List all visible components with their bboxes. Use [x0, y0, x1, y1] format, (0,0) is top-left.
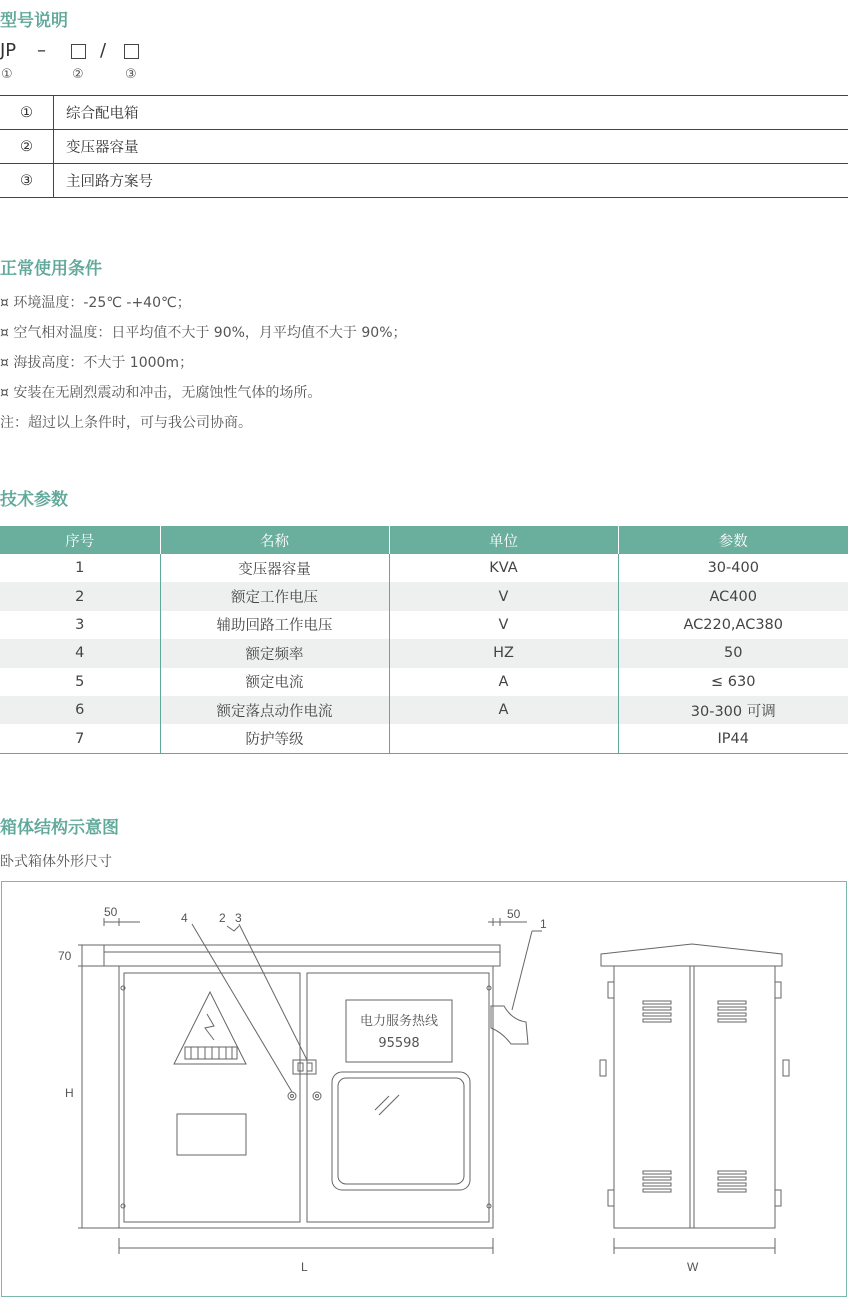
- cell-unit: V: [389, 582, 618, 610]
- diagram-subtitle: 卧式箱体外形尺寸: [0, 854, 112, 870]
- cell-index: 7: [0, 724, 160, 753]
- cell-value: AC220,AC380: [683, 616, 784, 633]
- cell-unit: [389, 724, 618, 753]
- nameplate: [177, 1114, 246, 1155]
- callout-3-leader: [239, 924, 307, 1060]
- model-prefix: JP: [0, 40, 17, 61]
- callout-label-3: 3: [235, 911, 242, 925]
- model-box-capacity: [71, 44, 86, 59]
- condition-item: ¤ 安装在无剧烈震动和冲击，无腐蚀性气体的场所。: [0, 385, 322, 401]
- table-row: [0, 696, 848, 724]
- legend-num: ②: [0, 130, 54, 164]
- condition-item: ¤ 空气相对温度：日平均值不大于 90%，月平均值不大于 90%；: [0, 325, 407, 341]
- table-row: [0, 130, 848, 164]
- table-row: [0, 611, 848, 639]
- model-marker-1: ①: [1, 67, 13, 82]
- cell-index: 2: [0, 582, 160, 610]
- cell-name: 防护等级: [160, 724, 389, 753]
- model-section-title: 型号说明: [0, 11, 68, 31]
- conditions-section-title: 正常使用条件: [0, 259, 102, 279]
- cabinet-right-door: [307, 973, 489, 1222]
- cell-value: 30-400: [707, 560, 759, 577]
- hotline-number: 95598: [378, 1036, 420, 1051]
- condition-item: ¤ 海拔高度：不大于 1000m；: [0, 355, 194, 371]
- table-row: [0, 96, 848, 130]
- side-view-roof: [601, 944, 782, 966]
- table-row: [0, 724, 848, 753]
- column-header: 参数: [618, 526, 848, 554]
- table-row: [0, 639, 848, 667]
- cabinet-body: [119, 966, 493, 1228]
- callout-label-1: 1: [540, 917, 547, 931]
- tech-params-table: [0, 526, 848, 754]
- hotline-label: 电力服务热线: [359, 1014, 439, 1029]
- cell-index: 6: [0, 696, 160, 724]
- dim-label-50-right: 50: [507, 907, 521, 921]
- dim-label-h: H: [65, 1086, 74, 1100]
- condition-item: ¤ 环境温度：-25℃ -+40℃；: [0, 295, 191, 311]
- model-code-line: [0, 40, 300, 64]
- model-box-scheme: [124, 44, 139, 59]
- cell-value: AC400: [618, 582, 848, 610]
- dim-label-l: L: [301, 1260, 308, 1274]
- cell-name: 额定电流: [160, 668, 389, 696]
- cell-value: IP44: [618, 724, 848, 753]
- cell-value: 30-300 可调: [618, 696, 848, 724]
- cell-unit: A: [389, 696, 618, 724]
- table-row: [0, 668, 848, 696]
- hotline-sign: [346, 1000, 452, 1062]
- cabinet-diagram: [2, 882, 846, 1296]
- cell-index: 1: [0, 554, 160, 582]
- table-row: [0, 554, 848, 582]
- cell-unit: HZ: [389, 639, 618, 667]
- callout-4-leader: [192, 924, 292, 1092]
- model-dash: –: [37, 40, 46, 61]
- cell-name: 额定频率: [160, 639, 389, 667]
- model-slash: /: [100, 40, 107, 61]
- table-row: [0, 582, 848, 610]
- cell-unit: A: [389, 668, 618, 696]
- model-legend-table: [0, 95, 848, 198]
- legend-desc: 综合配电箱: [54, 96, 849, 130]
- legend-num: ③: [0, 164, 54, 198]
- cell-index: 4: [0, 639, 160, 667]
- column-header: 序号: [0, 526, 160, 554]
- table-header-row: [0, 526, 848, 554]
- column-header: 名称: [160, 526, 389, 554]
- cabinet-window: [332, 1072, 470, 1190]
- legend-desc: 主回路方案号: [54, 164, 849, 198]
- dim-label-50-left: 50: [104, 905, 118, 919]
- cabinet-roof: [104, 945, 500, 966]
- cell-name: 额定落点动作电流: [160, 696, 389, 724]
- cell-name: 额定工作电压: [160, 582, 389, 610]
- vent-pipe: [491, 1006, 528, 1044]
- cell-index: 5: [0, 668, 160, 696]
- cabinet-left-door: [124, 973, 300, 1222]
- callout-label-2: 2: [219, 911, 226, 925]
- cell-name: 辅助回路工作电压: [160, 611, 389, 639]
- table-row: [0, 164, 848, 198]
- diagram-section-title: 箱体结构示意图: [0, 818, 119, 838]
- dim-label-w: W: [687, 1260, 699, 1274]
- dim-label-70: 70: [58, 949, 72, 963]
- cell-value: 50: [618, 639, 848, 667]
- cell-index: 3: [0, 611, 160, 639]
- conditions-note: 注：超过以上条件时，可与我公司协商。: [0, 415, 252, 431]
- cell-value: ≤ 630: [711, 673, 756, 690]
- model-marker-3: ③: [125, 67, 137, 82]
- legend-desc: 变压器容量: [54, 130, 849, 164]
- column-header: 单位: [389, 526, 618, 554]
- legend-num: ①: [0, 96, 54, 130]
- model-marker-2: ②: [72, 67, 84, 82]
- callout-label-4: 4: [181, 911, 188, 925]
- tech-section-title: 技术参数: [0, 490, 68, 510]
- cell-unit: V: [389, 611, 618, 639]
- cabinet-diagram-frame: [1, 881, 847, 1297]
- cell-name: 变压器容量: [160, 554, 389, 582]
- cell-unit: KVA: [389, 554, 618, 582]
